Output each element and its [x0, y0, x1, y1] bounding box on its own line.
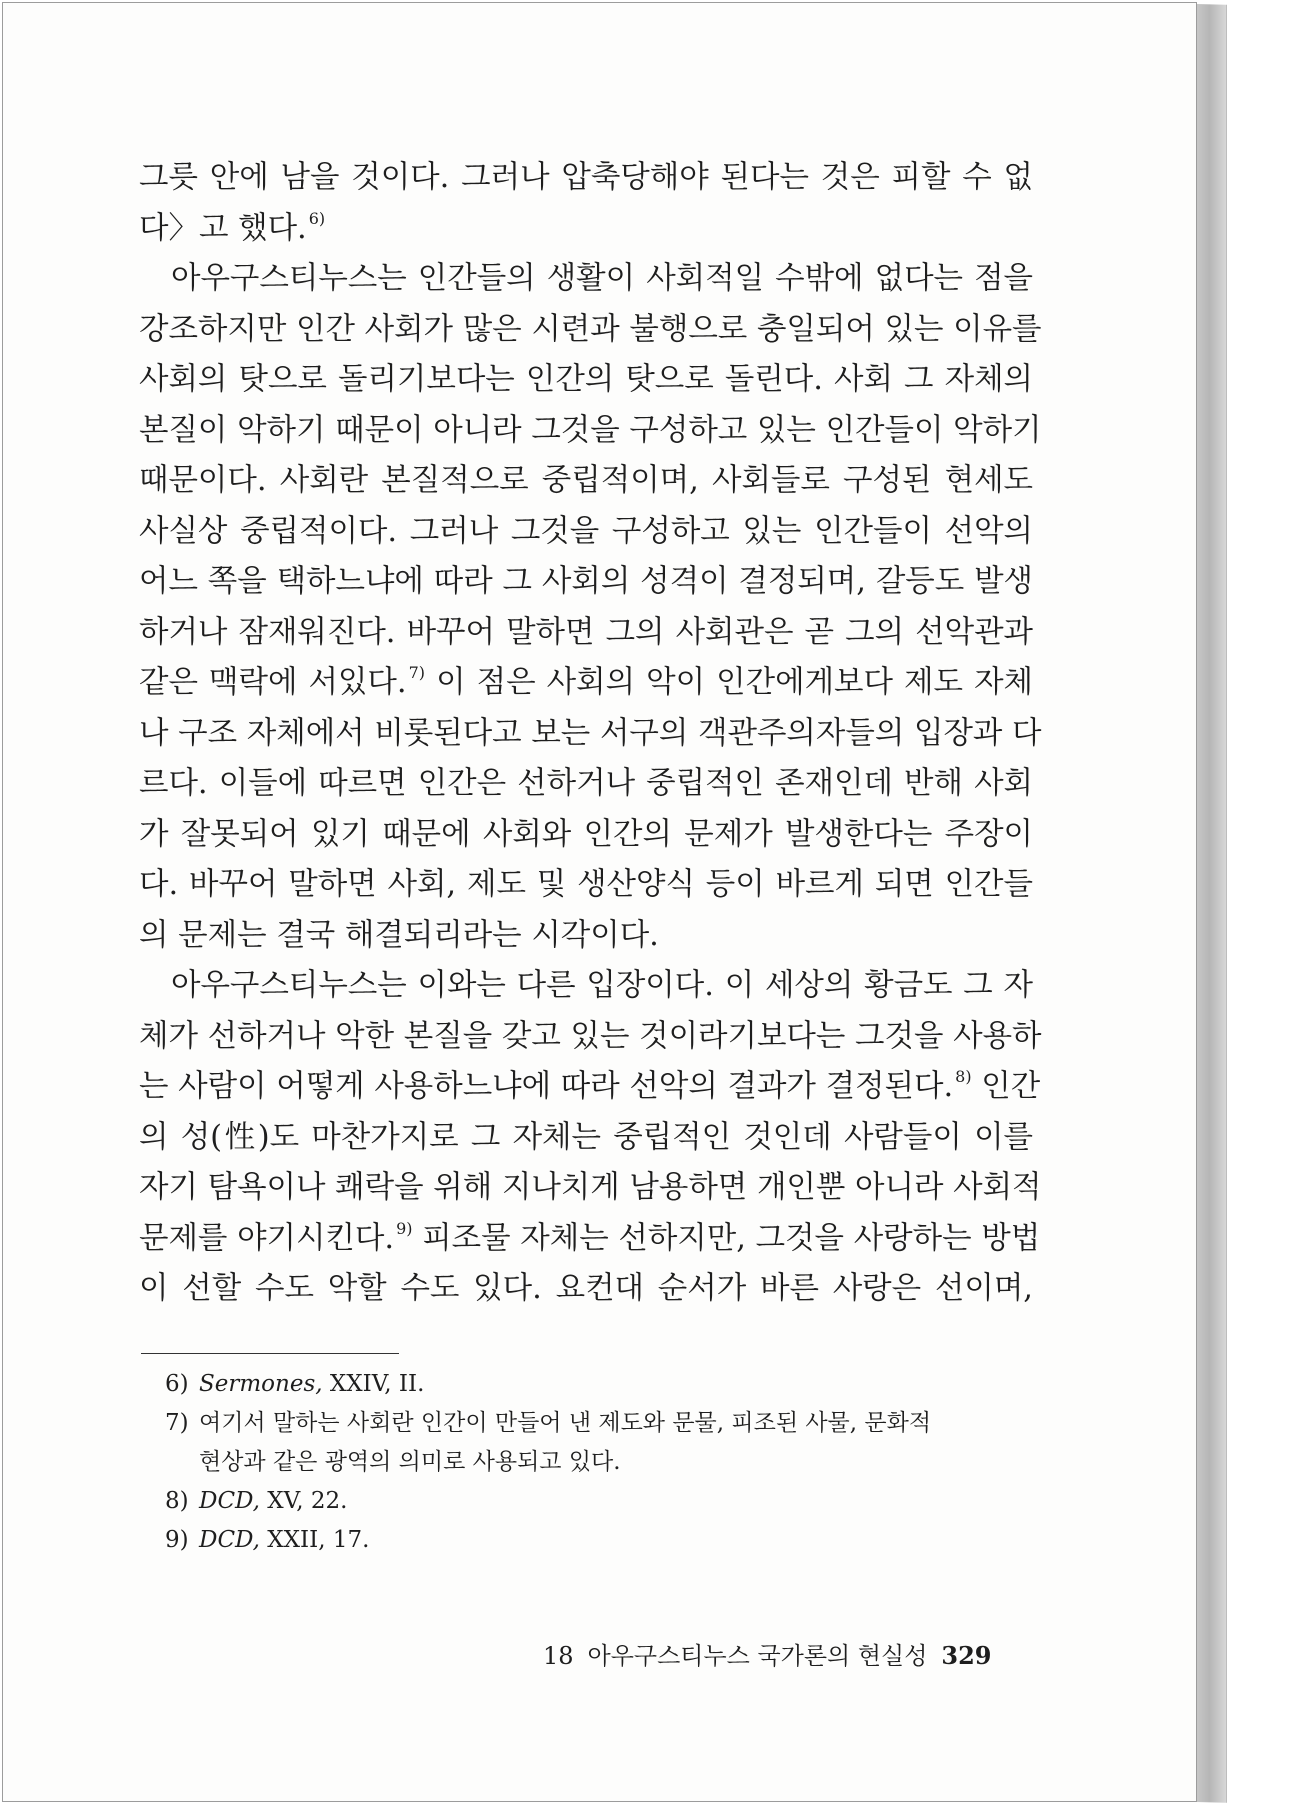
body-line: 자기 탐욕이나 쾌락을 위해 지나치게 남용하면 개인뿐 아니라 사회적: [139, 1170, 1042, 1205]
book-page: [2, 2, 1197, 1802]
body-line: 나 구조 자체에서 비롯된다고 보는 서구의 객관주의자들의 입장과 다: [139, 715, 1042, 751]
body-line: 사실상 중립적이다. 그러나 그것을 구성하고 있는 인간들이 선악의: [139, 513, 1033, 549]
body-line: 사회의 탓으로 돌리기보다는 인간의 탓으로 돌린다. 사회 그 자체의: [139, 362, 1033, 397]
body-line: 르다. 이들에 따르면 인간은 선하거나 중립적인 존재인데 반해 사회: [139, 766, 1033, 801]
body-line: 다〉고 했다. $^{6)}$: [139, 208, 326, 246]
running-footer: [543, 1639, 1023, 1673]
body-line: 의 문제는 결국 해결되리라는 시각이다.: [139, 917, 659, 953]
footnote-ref-7: 7): [408, 663, 426, 682]
body-line: 강조하지만 인간 사회가 많은 시련과 불행으로 충일되어 있는 이유를: [139, 311, 1042, 347]
body-line: 다. 바꾸어 말하면 사회, 제도 및 생산양식 등이 바르게 되면 인간들: [139, 867, 1033, 902]
footnote-7-continued: 현상과 같은 광역의 의미로 사용되고 있다.: [199, 1449, 621, 1475]
body-line: 체가 선하거나 악한 본질을 갖고 있는 것이라기보다는 그것을 사용하: [139, 1018, 1042, 1054]
footnote-7: 7) 여기서 말하는 사회란 인간이 만들어 낸 제도와 문물, 피조된 사물, 문화적: [165, 1410, 932, 1436]
body-text: [139, 153, 1042, 1315]
body-line: 가 잘못되어 있기 때문에 사회와 인간의 문제가 발생한다는 주장이: [139, 816, 1033, 852]
footnote-9: 9) DCD, XXII, 17.: [165, 1527, 370, 1553]
footnote-divider: [141, 1353, 399, 1354]
footnotes: [165, 1365, 1045, 1560]
body-line: 본질이 악하기 때문이 아니라 그것을 구성하고 있는 인간들이 악하기: [139, 412, 1042, 448]
body-line: 어느 쪽을 택하느냐에 따라 그 사회의 성격이 결정되며, 갈등도 발생: [139, 564, 1033, 599]
body-line: 이 선할 수도 악할 수도 있다. 요컨대 순서가 바른 사랑은 선이며,: [139, 1271, 1033, 1306]
body-line: 때문이다. 사회란 본질적으로 중립적이며, 사회들로 구성된 현세도: [139, 463, 1033, 498]
chapter-title: 아우구스티누스 국가론의 현실성: [587, 1642, 928, 1670]
book-page-edge: [1195, 4, 1227, 1803]
footnote-ref-9: 9): [396, 1218, 413, 1238]
body-line: 는 사람이 어떻게 사용하느냐에 따라 선악의 결과가 결정된다. $^{8)}$ 인간: [139, 1067, 1041, 1104]
chapter-number: 18: [543, 1642, 574, 1670]
page-number: 329: [941, 1641, 992, 1670]
body-line: 하거나 잠재워진다. 바꾸어 말하면 그의 사회관은 곧 그의 선악관과: [139, 614, 1033, 650]
footnote-ref-6: 6): [308, 208, 326, 228]
footnote-ref-8: 8): [955, 1067, 972, 1086]
body-line: 의 성(性)도 마찬가지로 그 자체는 중립적인 것인데 사람들이 이를: [139, 1119, 1033, 1155]
body-line: 아우구스티누스는 이와는 다른 입장이다. 이 세상의 황금도 그 자: [171, 968, 1033, 1003]
body-line: 문제를 야기시킨다. $^{9)}$ 피조물 자체는 선하지만, 그것을 사랑하는 방법: [139, 1218, 1041, 1256]
footnote-8: 8) DCD, XV, 22.: [165, 1488, 348, 1514]
body-line: 아우구스티누스는 인간들의 생활이 사회적일 수밖에 없다는 점을: [171, 261, 1033, 296]
body-line: 같은 맥락에 서있다. $^{7)}$ 이 점은 사회의 악이 인간에게보다 제도 자체: [139, 663, 1033, 700]
footnote-6: 6) Sermones, XXIV, II.: [165, 1371, 425, 1397]
body-line: 그릇 안에 남을 것이다. 그러나 압축당해야 된다는 것은 피할 수 없: [139, 160, 1033, 195]
